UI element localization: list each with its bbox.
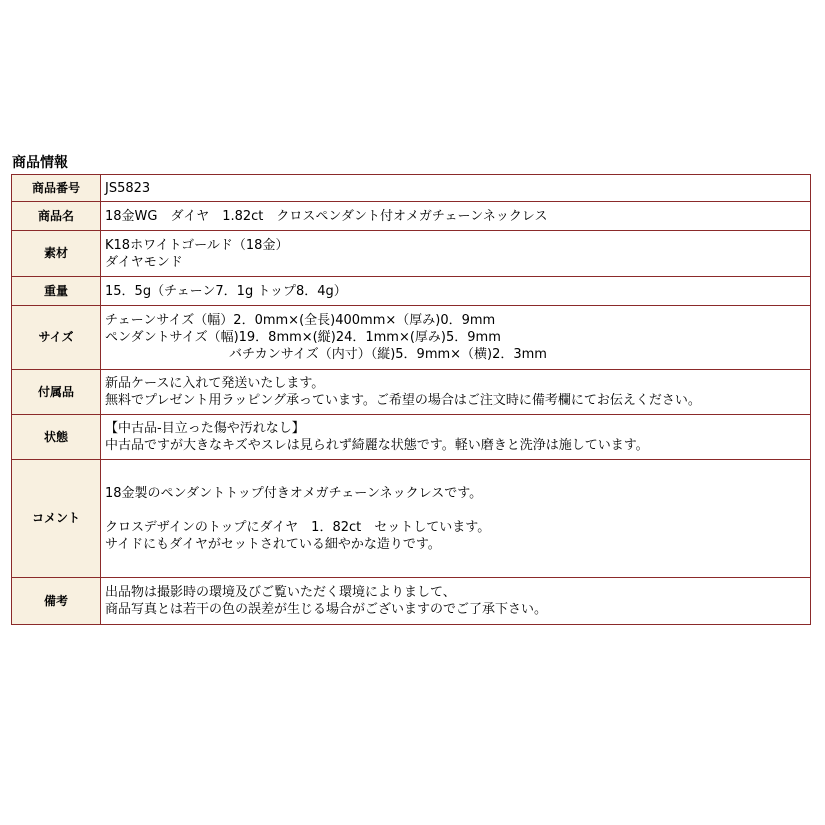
label-product-name: 商品名	[12, 202, 101, 231]
label-accessories: 付属品	[12, 370, 101, 415]
comment-line-1: 18金製のペンダントトップ付きオメガチェーンネックレスです。	[105, 485, 483, 501]
label-product-number: 商品番号	[12, 175, 101, 202]
comment-line-3: クロスデザインのトップにダイヤ 1．82ct セットしています。	[105, 519, 491, 535]
label-condition: 状態	[12, 415, 101, 460]
size-pendant: ペンダントサイズ（幅)19．8mm×(縦)24．1mm×(厚み)5．9mm	[105, 330, 501, 345]
product-number-text: JS5823	[105, 180, 151, 196]
notes-line-2: 商品写真とは若干の色の誤差が生じる場合がございますのでご了承下さい。	[105, 602, 548, 617]
value-comment	[101, 460, 811, 578]
row-notes	[12, 578, 811, 625]
product-info-section	[11, 153, 811, 625]
section-title: 商品情報	[12, 155, 68, 171]
label-weight: 重量	[12, 277, 101, 306]
value-size	[101, 306, 811, 370]
label-notes: 備考	[12, 578, 101, 625]
size-chain: チェーンサイズ（幅）2．0mm×(全長)400mm×（厚み)0．9mm	[105, 313, 496, 328]
product-info-table	[11, 174, 811, 625]
row-weight	[12, 277, 811, 306]
accessories-line-1: 新品ケースに入れて発送いたします。	[105, 376, 325, 391]
value-material	[101, 231, 811, 277]
row-comment	[12, 460, 811, 578]
row-size	[12, 306, 811, 370]
size-bail: バチカンサイズ（内寸）（縦)5．9mm×（横)2．3mm	[229, 347, 547, 362]
row-material	[12, 231, 811, 277]
value-weight	[101, 277, 811, 306]
row-product-name	[12, 202, 811, 231]
label-size: サイズ	[12, 306, 101, 370]
value-product-number	[101, 175, 811, 202]
material-line-1: K18ホワイトゴールド（18金）	[105, 237, 289, 253]
condition-line-1: 【中古品-目立った傷や汚れなし】	[105, 421, 305, 436]
notes-line-1: 出品物は撮影時の環境及びご覧いただく環境によりまして、	[105, 585, 456, 600]
product-name-text: 18金WG ダイヤ 1.82ct クロスペンダント付オメガチェーンネックレス	[105, 208, 548, 224]
comment-line-4: サイドにもダイヤがセットされている細やかな造りです。	[105, 536, 441, 552]
value-notes	[101, 578, 811, 625]
row-product-number	[12, 175, 811, 202]
weight-text: 15．5g（チェーン7．1g トップ8．4g）	[105, 283, 347, 299]
value-product-name	[101, 202, 811, 231]
label-comment: コメント	[12, 460, 101, 578]
row-accessories	[12, 370, 811, 415]
label-material: 素材	[12, 231, 101, 277]
material-line-2: ダイヤモンド	[105, 254, 183, 270]
condition-line-2: 中古品ですが大きなキズやスレは見られず綺麗な状態です。軽い磨きと洗浄は施しています。	[105, 438, 649, 453]
value-accessories	[101, 370, 811, 415]
comment-spacer	[105, 502, 810, 519]
accessories-line-2: 無料でプレゼント用ラッピング承っています。ご希望の場合はご注文時に備考欄にてお伝えください。	[105, 393, 701, 408]
row-condition	[12, 415, 811, 460]
value-condition	[101, 415, 811, 460]
